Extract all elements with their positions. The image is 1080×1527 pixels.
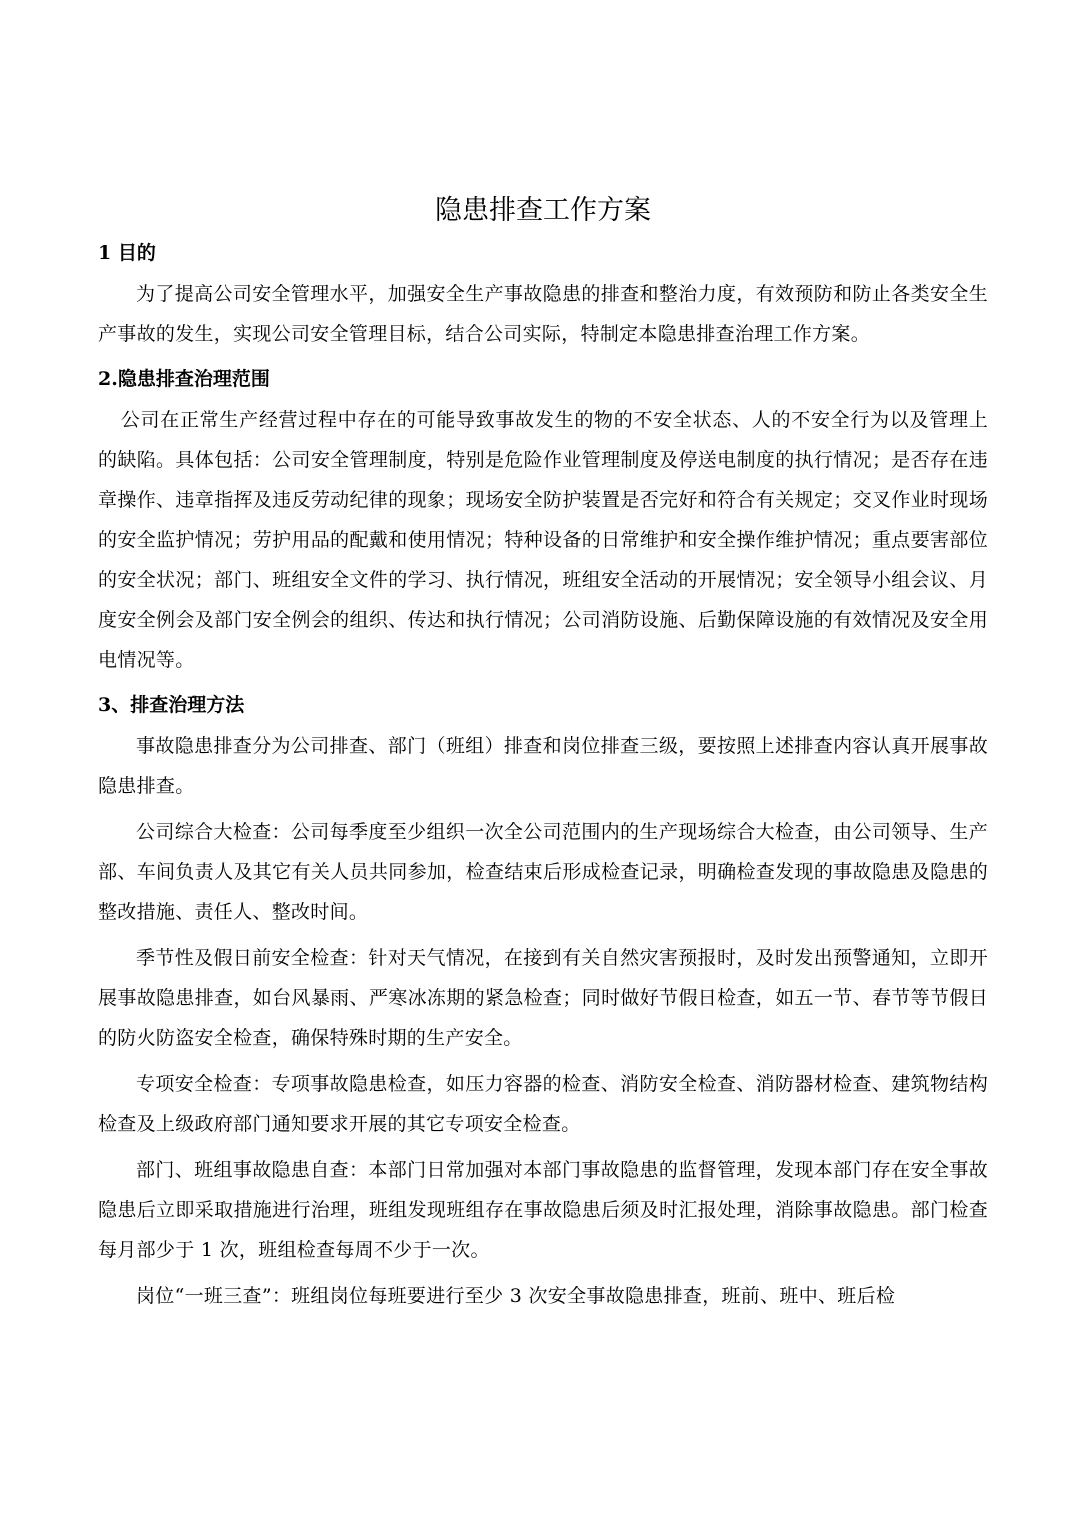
section-heading: 1 目的	[98, 242, 156, 264]
paragraph: 为了提高公司安全管理水平，加强安全生产事故隐患的排查和整治力度，有效预防和防止各类安全生产事故的发生，实现公司安全管理目标，结合公司实际，特制定本隐患排查治理工作方案。	[98, 283, 988, 345]
document-title: 隐患排查工作方案	[435, 195, 651, 226]
document-body	[98, 234, 988, 1322]
section-methods	[98, 686, 988, 1316]
paragraph: 岗位“一班三查”：班组岗位每班要进行至少 3 次安全事故隐患排查，班前、班中、班后检	[136, 1285, 896, 1307]
paragraph: 季节性及假日前安全检查：针对天气情况，在接到有关自然灾害预报时，及时发出预警通知，立即开展事故隐患排查，如台风暴雨、严寒冰冻期的紧急检查；同时做好节假日检查，如五一节、春节等节假日的防火防盗安全检查，确保特殊时期的生产安全。	[98, 947, 988, 1049]
section-heading: 3、排查治理方法	[98, 694, 245, 716]
document-page	[98, 0, 988, 1527]
paragraph: 事故隐患排查分为公司排查、部门（班组）排查和岗位排查三级，要按照上述排查内容认真开展事故隐患排查。	[98, 735, 988, 797]
paragraph: 公司在正常生产经营过程中存在的可能导致事故发生的物的不安全状态、人的不安全行为以及管理上的缺陷。具体包括：公司安全管理制度，特别是危险作业管理制度及停送电制度的执行情况；是否存在违章操作、违章指挥及违反劳动纪律的现象；现场安全防护装置是否完好和符合有关规定；交叉作业时现场的安全监护情况；劳护用品的配戴和使用情况；特种设备的日常维护和安全操作维护情况；重点要害部位的安全状况；部门、班组安全文件的学习、执行情况，班组安全活动的开展情况；安全领导小组会议、月度安全例会及部门安全例会的组织、传达和执行情况；公司消防设施、后勤保障设施的有效情况及安全用电情况等。	[98, 409, 988, 671]
section-scope	[98, 360, 988, 680]
paragraph: 公司综合大检查：公司每季度至少组织一次全公司范围内的生产现场综合大检查，由公司领导、生产部、车间负责人及其它有关人员共同参加，检查结束后形成检查记录，明确检查发现的事故隐患及隐患的整改措施、责任人、整改时间。	[98, 821, 988, 923]
paragraph: 专项安全检查：专项事故隐患检查，如压力容器的检查、消防安全检查、消防器材检查、建筑物结构检查及上级政府部门通知要求开展的其它专项安全检查。	[98, 1073, 988, 1135]
paragraph: 部门、班组事故隐患自查：本部门日常加强对本部门事故隐患的监督管理，发现本部门存在安全事故隐患后立即采取措施进行治理，班组发现班组存在事故隐患后须及时汇报处理，消除事故隐患。部门检查每月部少于 1 次，班组检查每周不少于一次。	[98, 1159, 988, 1261]
section-heading: 2.隐患排查治理范围	[98, 368, 270, 390]
section-purpose	[98, 234, 988, 354]
